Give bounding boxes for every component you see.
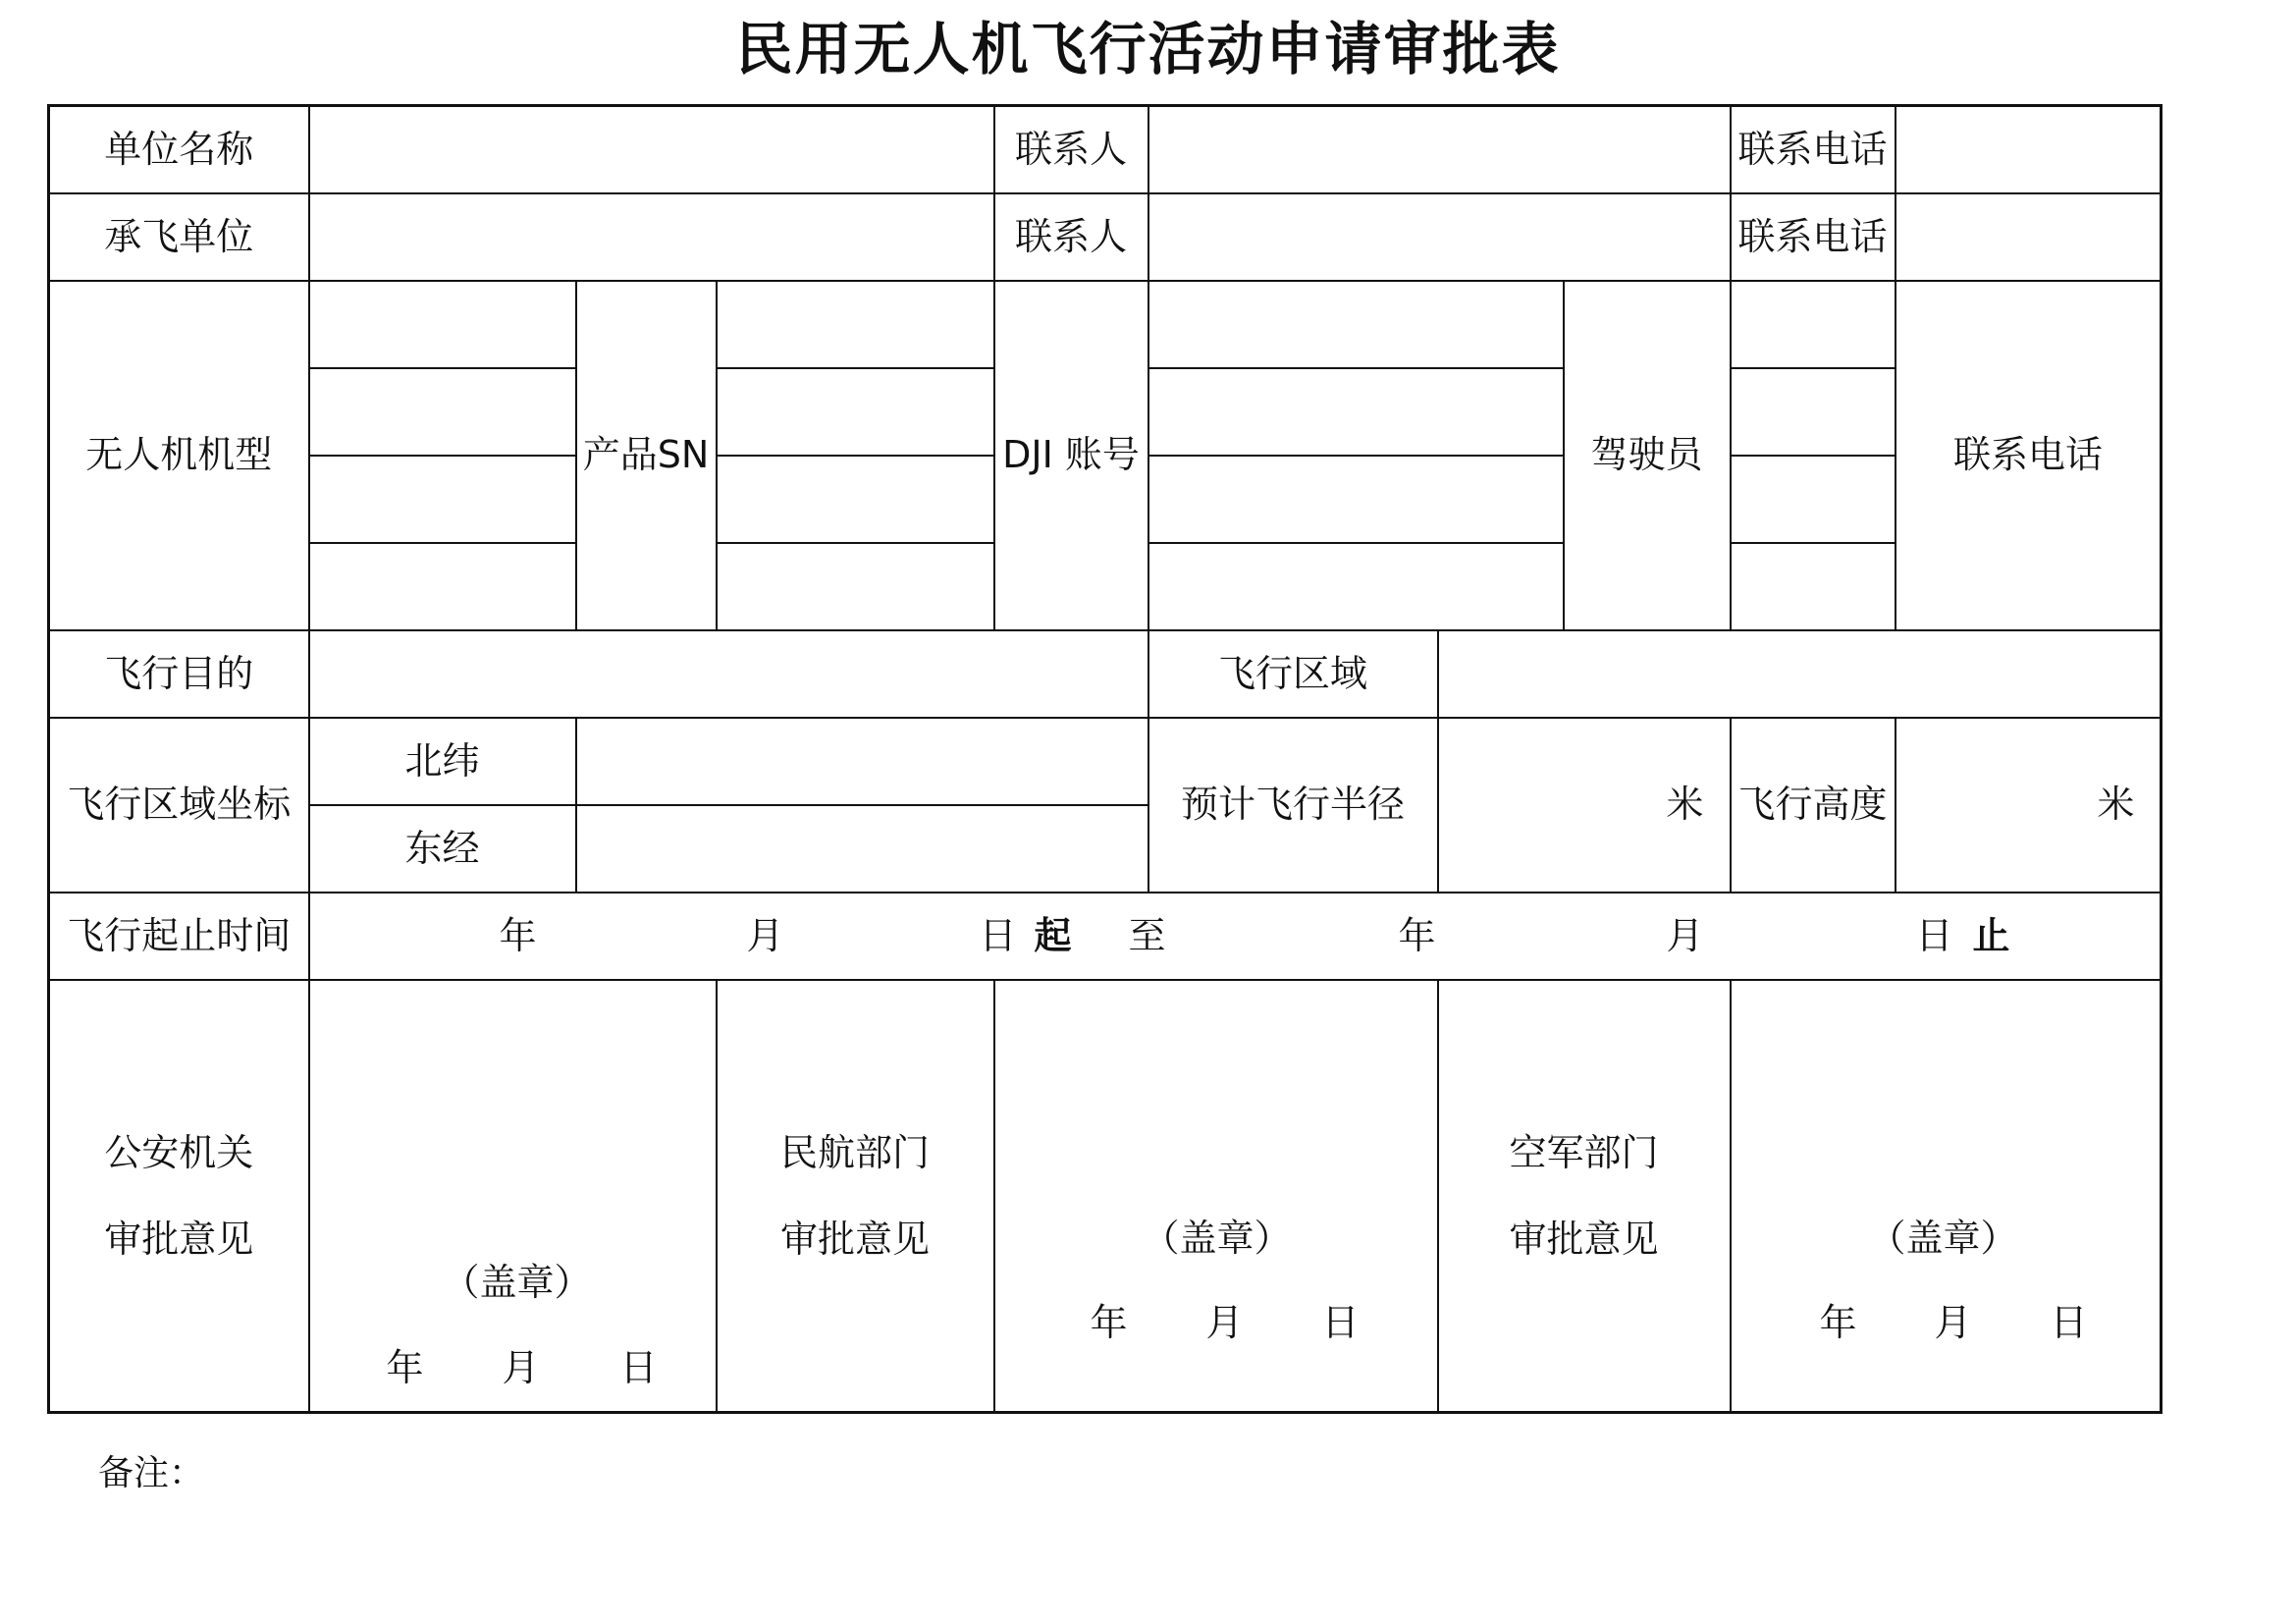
caac-approval-field[interactable] bbox=[994, 980, 1438, 1413]
uav-model-field-1[interactable] bbox=[309, 281, 576, 368]
airforce-seal: （盖章） bbox=[1868, 1217, 2018, 1260]
uav-model-label: 无人机机型 bbox=[49, 281, 309, 630]
police-label-1: 公安机关 bbox=[104, 1131, 254, 1174]
time-field[interactable] bbox=[309, 893, 2162, 980]
police-month: 月 bbox=[502, 1346, 540, 1389]
operator-contact-label: 联系人 bbox=[994, 193, 1148, 281]
form-title: 民用无人机飞行活动申请审批表 bbox=[735, 16, 1561, 82]
pilot-label: 驾驶员 bbox=[1564, 281, 1731, 630]
police-approval-field[interactable] bbox=[309, 980, 717, 1413]
latitude-field[interactable] bbox=[576, 718, 1148, 805]
dji-account-field-4[interactable] bbox=[1148, 543, 1564, 630]
radius-unit[interactable]: 米 bbox=[1438, 718, 1731, 893]
airforce-day: 日 bbox=[2050, 1301, 2088, 1344]
start-day: 日 bbox=[979, 913, 1017, 957]
caac-year: 年 bbox=[1090, 1301, 1128, 1344]
pilot-field-2[interactable] bbox=[1731, 368, 1896, 456]
remarks-label: 备注： bbox=[98, 1453, 205, 1493]
operator-field[interactable] bbox=[309, 193, 994, 281]
product-sn-label: 产品SN bbox=[576, 281, 717, 630]
area-label: 飞行区域 bbox=[1148, 630, 1438, 718]
pilot-field-1[interactable] bbox=[1731, 281, 1896, 368]
height-unit[interactable]: 米 bbox=[1896, 718, 2162, 893]
to-label: 至 bbox=[1128, 913, 1166, 957]
caac-label-2: 审批意见 bbox=[780, 1218, 931, 1261]
unit-name-label: 单位名称 bbox=[49, 106, 309, 194]
pilot-field-4[interactable] bbox=[1731, 543, 1896, 630]
police-label-2: 审批意见 bbox=[104, 1218, 254, 1261]
pilot-field-3[interactable] bbox=[1731, 456, 1896, 543]
operator-contact-field[interactable] bbox=[1148, 193, 1731, 281]
police-label-cell bbox=[49, 980, 309, 1413]
caac-label-1: 民航部门 bbox=[780, 1131, 931, 1174]
approval-row bbox=[49, 980, 2162, 1413]
dji-account-field-1[interactable] bbox=[1148, 281, 1564, 368]
airforce-month: 月 bbox=[1934, 1301, 1972, 1344]
product-sn-field-2[interactable] bbox=[717, 368, 994, 456]
unit-phone-label: 联系电话 bbox=[1731, 106, 1896, 194]
airforce-label-1: 空军部门 bbox=[1509, 1131, 1659, 1174]
unit-row bbox=[49, 106, 2162, 194]
police-seal: （盖章） bbox=[442, 1261, 592, 1304]
coords-row-1 bbox=[49, 718, 2162, 805]
end-year: 年 bbox=[1398, 913, 1436, 957]
height-label: 飞行高度 bbox=[1731, 718, 1896, 893]
longitude-label: 东经 bbox=[309, 805, 576, 893]
time-label: 飞行起止时间 bbox=[49, 893, 309, 980]
purpose-label: 飞行目的 bbox=[49, 630, 309, 718]
unit-contact-field[interactable] bbox=[1148, 106, 1731, 194]
caac-seal: （盖章） bbox=[1142, 1217, 1292, 1260]
operator-row bbox=[49, 193, 2162, 281]
unit-contact-label: 联系人 bbox=[994, 106, 1148, 194]
police-year: 年 bbox=[386, 1346, 424, 1389]
uav-model-field-2[interactable] bbox=[309, 368, 576, 456]
purpose-row bbox=[49, 630, 2162, 718]
coords-label: 飞行区域坐标 bbox=[49, 718, 309, 893]
longitude-field[interactable] bbox=[576, 805, 1148, 893]
approval-form-table bbox=[47, 104, 2163, 1414]
time-row bbox=[49, 893, 2162, 980]
caac-label-cell bbox=[717, 980, 994, 1413]
airforce-approval-field[interactable] bbox=[1731, 980, 2162, 1413]
start-year: 年 bbox=[499, 913, 537, 957]
operator-label: 承飞单位 bbox=[49, 193, 309, 281]
operator-phone-field[interactable] bbox=[1896, 193, 2162, 281]
police-day: 日 bbox=[619, 1346, 658, 1389]
start-month: 月 bbox=[746, 913, 784, 957]
end-month: 月 bbox=[1666, 913, 1704, 957]
dji-account-label: DJI 账号 bbox=[994, 281, 1148, 630]
uav-model-field-4[interactable] bbox=[309, 543, 576, 630]
end-marker: 止 bbox=[1972, 913, 2010, 957]
latitude-label: 北纬 bbox=[309, 718, 576, 805]
airforce-label-cell bbox=[1438, 980, 1731, 1413]
airforce-year: 年 bbox=[1819, 1301, 1857, 1344]
uav-model-field-3[interactable] bbox=[309, 456, 576, 543]
product-sn-field-1[interactable] bbox=[717, 281, 994, 368]
product-sn-field-4[interactable] bbox=[717, 543, 994, 630]
caac-day: 日 bbox=[1321, 1301, 1360, 1344]
unit-name-field[interactable] bbox=[309, 106, 994, 194]
purpose-field[interactable] bbox=[309, 630, 1148, 718]
end-day: 日 bbox=[1915, 913, 1953, 957]
operator-phone-label: 联系电话 bbox=[1731, 193, 1896, 281]
radius-label: 预计飞行半径 bbox=[1148, 718, 1438, 893]
caac-month: 月 bbox=[1205, 1301, 1244, 1344]
product-sn-field-3[interactable] bbox=[717, 456, 994, 543]
uav-row-1 bbox=[49, 281, 2162, 368]
dji-account-field-3[interactable] bbox=[1148, 456, 1564, 543]
airforce-label-2: 审批意见 bbox=[1509, 1218, 1659, 1261]
pilot-phone-label: 联系电话 bbox=[1896, 281, 2162, 630]
unit-phone-field[interactable] bbox=[1896, 106, 2162, 194]
start-marker: 起 bbox=[1034, 913, 1072, 957]
dji-account-field-2[interactable] bbox=[1148, 368, 1564, 456]
area-field[interactable] bbox=[1438, 630, 2162, 718]
